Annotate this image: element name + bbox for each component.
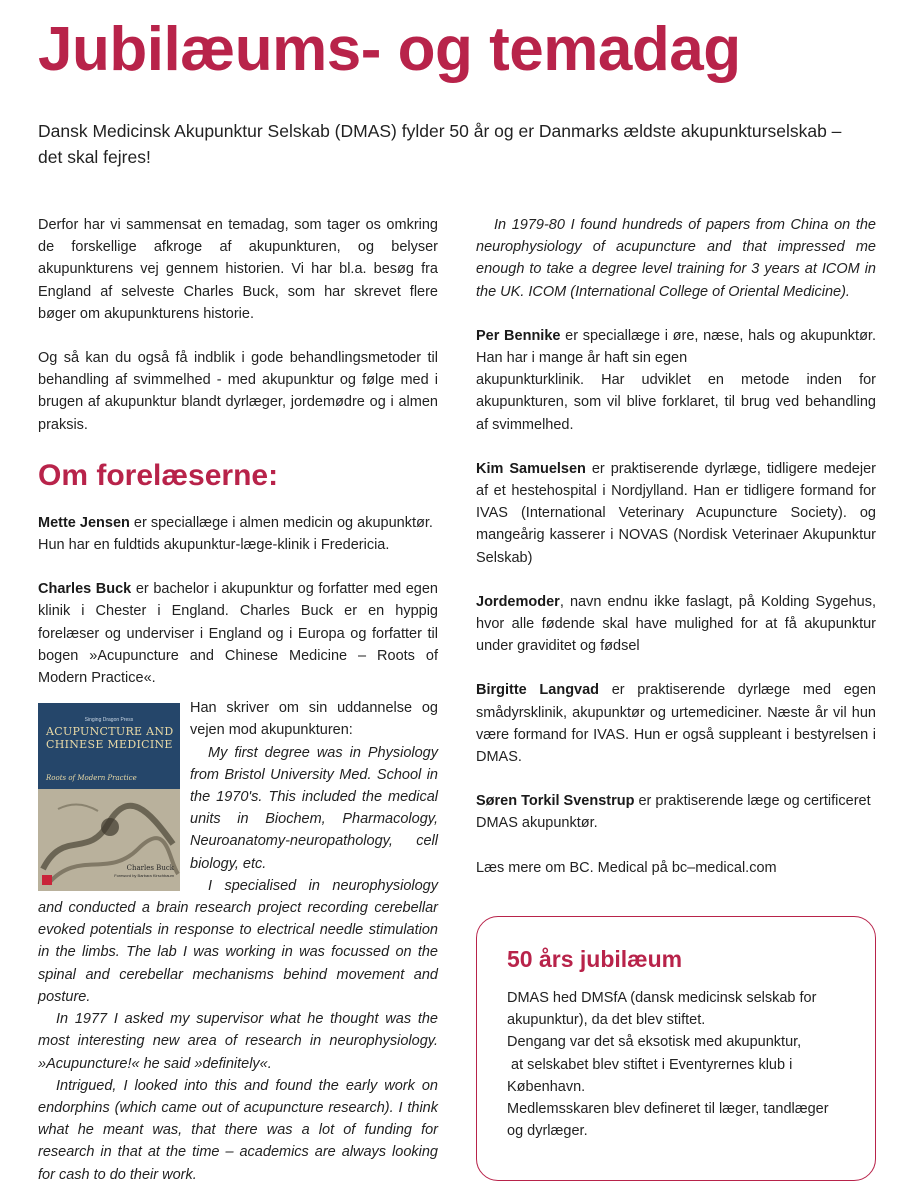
lecturer-mette [38,512,438,556]
lecturer-bio-cont: akupunkturklinik. Har udviklet en metode inden for akupunkturen, som vil blive forklaret, til brug ved behandling af svimmelhed. [476,372,876,433]
quote-paragraph-5: In 1979-80 I found hundreds of papers from China on the neurophysiology of acupuncture and that impressed me enough to take a degree level training for 3 years at ICOM in the UK. ICOM (International College of Oriental Medicine). [476,217,876,300]
lecturer-bio: er speciallæge i øre, næse, hals og akupunktør. Han har i mange år haft sin egen [476,327,876,367]
lecturer-bio: er speciallæge i almen medicin og akupunktør. Hun har en fuldtids akupunktur-læge-klinik i Fredericia. [38,514,433,554]
lecturer-name: Kim Samuelsen [476,460,586,477]
anniversary-text [507,987,845,1142]
lecturers-heading: Om forelæserne: [38,458,279,492]
lecturer-name: Jordemoder [476,593,560,610]
book-publisher: Singing Dragon Press [84,717,134,724]
lecturer-birgitte [476,679,876,768]
book-cover-image [38,703,180,891]
anniversary-line: Dengang var det så eksotisk med akupunktur, [507,1034,802,1051]
anniversary-line: København. [507,1078,586,1095]
book-title: ACUPUNCTURE AND CHINESE MEDICINE [46,725,174,752]
anniversary-line: og dyrlæger. [507,1123,588,1140]
lecturer-per [476,325,876,436]
page-title: Jubilæums- og temadag [38,15,741,84]
anniversary-line: DMAS hed DMSfA (dansk medicinsk selskab for [507,990,817,1006]
lecturer-bio: er praktiserende dyrlæge, tidligere medejer af et hestehospital i Nordjylland. Han er tidligere formand for IVAS (International Veterinary Acupuncture Society). og mangeårig kasserer i NOVAS (Nordisk Veterinaer Akupunktur Selskab) [476,460,876,566]
quote-paragraph-4: Intrigued, I looked into this and found the early work on endorphins (which came out of acupuncture research). I think what he meant was, that there was a lot of funding for research in that at the time – academics are always looking for cash to do their work. [38,1077,438,1183]
book-subtitle: Roots of Modern Practice [46,774,137,783]
book-foreword: Foreword by Barbara Kirschbaum [114,873,174,879]
lecturer-bio: er bachelor i akupunktur og forfatter med egen klinik i Chester i England. Charles Buck er en hyppig forelæser og underviser i England og i Europa og forfatter til bogen »Acupuncture and Chinese Medicine – Roots of Modern Practice«. [38,581,438,687]
intro-paragraph-1: Derfor har vi sammensat en temadag, som tager os omkring de forskellige afkroge af akupunkturen, og belyser akupunkturens vej gennem historien. Vi har bl.a. besøg fra England af selveste Charles Buck, som har skrevet flere bøger om akupunkturens historie. [38,217,438,322]
lecturer-name: Mette Jensen [38,514,130,531]
charles-intro: Han skriver om sin uddannelse og vejen mod akupunkturen: [190,700,438,739]
lecturer-charles [38,578,438,689]
anniversary-line: akupunktur), da det blev stiftet. [507,1012,706,1029]
quote-paragraph-2: I specialised in neurophysiology and conducted a brain research project recording cerebellar evoked potentials in response to electrical needle stimulation in the limbs. The lab I was working in was focussed on the spinal and cerebellar mechanisms behind movement and posture. [38,877,438,1005]
lecturer-soren [476,790,876,834]
lecturer-name: Birgitte Langvad [476,682,600,699]
lecturer-jordemoder [476,591,876,658]
anniversary-line: at selskabet blev stiftet i Eventyrernes klub i [507,1056,793,1073]
lecturer-bio: er praktiserende læge og certificeret DMAS akupunktør. [476,793,871,832]
read-more-text: Læs mere om BC. Medical på bc–medical.com [476,859,777,876]
left-column [38,214,438,1186]
publisher-logo-icon [42,875,52,885]
anniversary-line: Medlemsskaren blev defineret til læger, tandlæger [507,1101,829,1118]
intro-paragraph-2: Og så kan du også få indblik i gode behandlingsmetoder til behandling af svimmelhed - med akupunktur og følge med i brugen af akupunktur blandt dyrlæger, jordemødre og i almen praksis. [38,350,438,433]
right-column [476,214,876,901]
lecturer-name: Søren Torkil Svenstrup [476,793,635,810]
lecturer-bio: er praktiserende dyrlæge med egen smådyrsklinik, akupunktør og urtemediciner. Næste år vil hun være formand for IVAS. Hun er også suppleant i bestyrelsen i DMAS. [476,682,876,766]
lecturer-bio: , navn endnu ikke faslagt, på Kolding Sygehus, hvor alle fødende skal have mulighed for at få akupunktur under graviditet og fødsel [476,593,876,655]
lecturer-kim [476,458,876,569]
quote-paragraph-1: My first degree was in Physiology from Bristol University Med. School in the 1970's. This included the medical units in Biochem, Pharmacology, Neuroanatomy-neuropathology, cell biology, etc. [190,744,438,872]
lecturer-name: Per Bennike [476,327,561,344]
book-author: Charles Buck [126,864,174,873]
lecturer-name: Charles Buck [38,581,132,598]
anniversary-heading: 50 års jubilæum [507,946,683,972]
quote-paragraph-3: In 1977 I asked my supervisor what he thought was the most interesting new area of research in neurophysiology. »Acupuncture!« he said »definitely«. [38,1011,438,1072]
anniversary-box [476,916,876,1181]
lead-paragraph: Dansk Medicinsk Akupunktur Selskab (DMAS) fylder 50 år og er Danmarks ældste akupunkturselskab – det skal fejres! [38,121,842,167]
